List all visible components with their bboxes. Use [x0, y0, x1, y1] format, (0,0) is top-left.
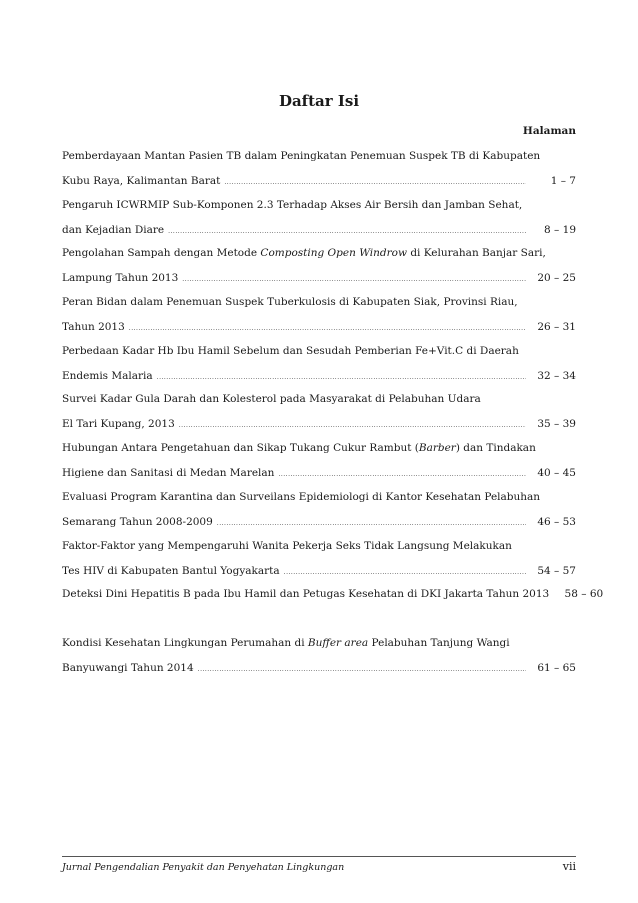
toc-entry-text-segment: Hubungan Antara Pengetahuan dan Sikap Tukang Cukur Rambut ( — [62, 442, 419, 455]
toc-entry-leader-line — [62, 319, 576, 335]
page-title: Daftar Isi — [278, 92, 360, 110]
toc-entry[interactable] — [62, 148, 576, 197]
toc-entry[interactable] — [62, 197, 576, 246]
dot-leader — [224, 175, 526, 191]
toc-entry-text-segment: Kubu Raya, Kalimantan Barat — [62, 175, 221, 187]
dot-leader — [278, 467, 526, 483]
toc-entry-title-end — [62, 416, 175, 432]
toc-entry-page-range: 26 – 31 — [537, 321, 576, 334]
toc-entry-text-segment: Pelabuhan Tanjung Wangi — [368, 636, 510, 649]
toc-entry-text-segment: Tahun 2013 — [62, 321, 125, 334]
toc-entry-text-segment: Pengolahan Sampah dengan Metode — [62, 247, 261, 260]
toc-entry-page-range: 54 – 57 — [537, 564, 576, 577]
toc-entry-text-segment: Peran Bidan dalam Penemuan Suspek Tuberkulosis di Kabupaten Siak, Provinsi Riau, — [62, 296, 518, 309]
toc-entry-text-segment: Endemis Malaria — [62, 369, 153, 382]
toc-entry-title-end — [62, 465, 274, 481]
toc-entry-leader-line — [62, 586, 604, 602]
toc-entry-text-segment: Lampung Tahun 2013 — [62, 272, 179, 285]
footer-journal-name: Jurnal Pengendalian Penyakit dan Penyehatan Lingkungan — [62, 862, 345, 873]
dot-leader — [179, 418, 526, 434]
toc-entry-leader-line — [62, 173, 576, 189]
toc-entry-text-segment: Survei Kadar Gula Darah dan Kolesterol pada Masyarakat di Pelabuhan Udara — [62, 393, 481, 406]
toc-entry-page-range: 20 – 25 — [537, 272, 576, 285]
toc-entry-page-range: 40 – 45 — [537, 467, 576, 480]
toc-entry-title-end — [62, 319, 125, 335]
toc-entry-title-end — [62, 173, 220, 189]
toc-entry-leader-line — [62, 416, 576, 432]
toc-entry-title-line — [62, 489, 540, 505]
toc-entry-title-end — [62, 270, 178, 286]
toc-entry-page-range: 32 – 34 — [537, 369, 576, 382]
table-of-contents — [62, 148, 604, 684]
toc-entry-page-range: 1 – 7 — [550, 175, 576, 187]
toc-entry-leader-line — [62, 222, 576, 238]
toc-entry-text-segment: Composting Open Windrow — [260, 247, 407, 260]
toc-entry-page-range: 8 – 19 — [544, 223, 576, 236]
toc-entry[interactable] — [62, 343, 576, 392]
toc-entry-title-line — [62, 538, 512, 554]
toc-entry-title-line — [62, 440, 536, 456]
toc-entry-title-end — [62, 660, 194, 676]
toc-entry-title-end — [62, 514, 213, 530]
toc-entry-text-segment: Barber — [418, 442, 456, 455]
toc-entry-leader-line — [62, 368, 576, 384]
toc-entry-title-line — [62, 245, 546, 261]
toc-entry-leader-line — [62, 563, 576, 579]
toc-entry-text-segment: Banyuwangi Tahun 2014 — [62, 661, 194, 674]
toc-entry-text-segment: Pengaruh ICWRMIP Sub-Komponen 2.3 Terhadap Akses Air Bersih dan Jamban Sehat, — [62, 198, 523, 211]
toc-entry-leader-line — [62, 514, 576, 530]
footer-divider — [62, 856, 576, 857]
toc-entry[interactable] — [62, 294, 576, 343]
page-column-header: Halaman — [522, 125, 576, 137]
toc-entry-title-line — [62, 343, 519, 359]
dot-leader — [129, 321, 526, 337]
toc-entry-text-segment: Kondisi Kesehatan Lingkungan Perumahan di — [62, 636, 308, 649]
toc-entry-page-range: 35 – 39 — [537, 418, 576, 431]
toc-entry-title-line — [62, 635, 510, 651]
toc-entry-page-range: 58 – 60 — [564, 588, 604, 601]
toc-entry-title-end — [62, 368, 153, 384]
toc-entry-text-segment: Semarang Tahun 2008-2009 — [62, 515, 213, 528]
toc-entry-text-segment: Buffer area — [307, 636, 369, 649]
toc-entry-title-end — [62, 586, 549, 602]
toc-entry[interactable] — [62, 635, 576, 684]
toc-entry-text-segment: Faktor-Faktor yang Mempengaruhi Wanita Pekerja Seks Tidak Langsung Melakukan — [62, 539, 512, 552]
toc-entry-title-line — [62, 197, 522, 213]
toc-entry-leader-line — [62, 660, 576, 676]
dot-leader — [284, 565, 526, 581]
dot-leader — [182, 272, 526, 288]
toc-entry-page-range: 46 – 53 — [537, 515, 576, 528]
toc-entry-title-line — [62, 391, 481, 407]
dot-leader — [157, 370, 526, 386]
toc-entry-page-range: 61 – 65 — [537, 661, 576, 674]
toc-entry-title-line — [62, 294, 518, 310]
toc-entry-leader-line — [62, 465, 576, 481]
toc-entry-title-line — [62, 148, 540, 164]
toc-entry[interactable] — [62, 440, 576, 489]
dot-leader — [198, 662, 526, 678]
toc-entry-leader-line — [62, 270, 576, 286]
toc-entry-text-segment: ) dan Tindakan — [455, 442, 536, 455]
toc-entry-text-segment: Perbedaan Kadar Hb Ibu Hamil Sebelum dan Sesudah Pemberian Fe+Vit.C di Daerah — [62, 344, 519, 357]
toc-entry-text-segment: dan Kejadian Diare — [62, 223, 165, 236]
toc-entry-text-segment: Pemberdayaan Mantan Pasien TB dalam Peningkatan Penemuan Suspek TB di Kabupaten — [62, 150, 541, 162]
toc-entry-text-segment: Higiene dan Sanitasi di Medan Marelan — [62, 467, 275, 480]
toc-entry-text-segment: Deteksi Dini Hepatitis B pada Ibu Hamil dan Petugas Kesehatan di DKI Jakarta Tahun 2013 — [62, 588, 550, 601]
toc-entry[interactable] — [62, 538, 576, 587]
toc-entry[interactable] — [62, 391, 576, 440]
toc-entry-text-segment: di Kelurahan Banjar Sari, — [406, 247, 546, 260]
toc-entry-title-end — [62, 222, 164, 238]
toc-entry[interactable] — [62, 586, 604, 635]
toc-entry-text-segment: Evaluasi Program Karantina dan Surveilans Epidemiologi di Kantor Kesehatan Pelabuhan — [62, 490, 541, 503]
toc-entry-text-segment: El Tari Kupang, 2013 — [62, 418, 175, 431]
toc-entry[interactable] — [62, 489, 576, 538]
toc-entry[interactable] — [62, 245, 576, 294]
toc-entry-text-segment: Tes HIV di Kabupaten Bantul Yogyakarta — [62, 564, 280, 577]
footer-page-number: vii — [562, 860, 576, 873]
toc-entry-title-end — [62, 563, 280, 579]
dot-leader — [168, 224, 526, 240]
dot-leader — [217, 516, 526, 532]
